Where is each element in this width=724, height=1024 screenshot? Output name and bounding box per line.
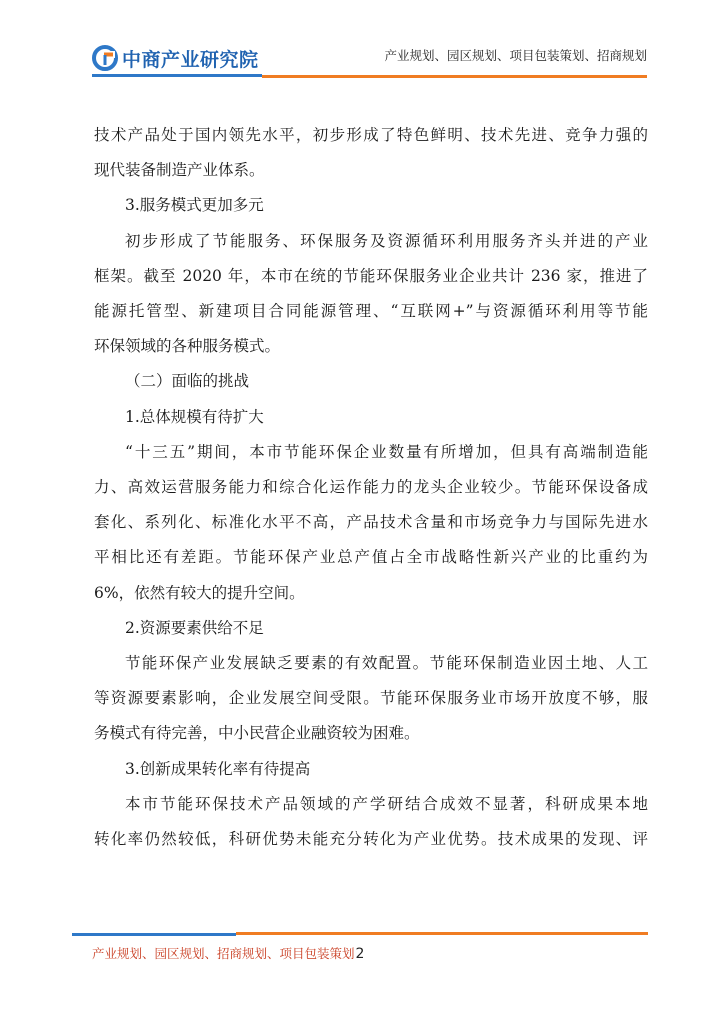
text-line: 力、高效运营服务能力和综合化运作能力的龙头企业较少。节能环保设备成 xyxy=(94,478,648,497)
subheading-innovation: 3.创新成果转化率有待提高 xyxy=(125,759,311,778)
text-line: 能源托管型、新建项目合同能源管理、“互联网+”与资源循环利用等节能 xyxy=(94,302,648,321)
text-line: 6%，依然有较大的提升空间。 xyxy=(94,583,305,602)
text-line: 框架。截至 2020 年，本市在统的节能环保服务业企业共计 236 家，推进了 xyxy=(94,266,648,285)
text-line: 套化、系列化、标准化水平不高，产品技术含量和市场竞争力与国际先进水 xyxy=(94,513,648,532)
subheading-resources: 2.资源要素供给不足 xyxy=(125,618,264,637)
company-logo xyxy=(92,44,259,72)
subheading-service-model: 3.服务模式更加多元 xyxy=(125,196,264,215)
text-line: 务模式有待完善，中小民营企业融资较为困难。 xyxy=(94,724,420,743)
header-divider-blue xyxy=(92,74,262,77)
text-line: 等资源要素影响，企业发展空间受限。节能环保服务业市场开放度不够，服 xyxy=(94,689,648,708)
text-line: 本市节能环保技术产品领域的产学研结合成效不显著，科研成果本地 xyxy=(125,794,648,813)
header-tagline: 产业规划、园区规划、项目包装策划、招商规划 xyxy=(384,48,647,63)
logo-mark-icon xyxy=(92,45,118,71)
footer-divider-orange xyxy=(236,932,648,935)
footer-divider-blue xyxy=(72,933,236,936)
text-line: 节能环保产业发展缺乏要素的有效配置。节能环保制造业因土地、人工 xyxy=(125,654,648,673)
text-line: 技术产品处于国内领先水平，初步形成了特色鲜明、技术先进、竞争力强的 xyxy=(94,126,648,144)
text-line: 现代装备制造产业体系。 xyxy=(94,161,265,180)
header-divider-orange xyxy=(262,75,647,78)
document-body xyxy=(94,118,648,857)
text-line: 平相比还有差距。节能环保产业总产值占全市战略性新兴产业的比重约为 xyxy=(94,548,648,567)
text-line: 初步形成了节能服务、环保服务及资源循环利用服务齐头并进的产业 xyxy=(125,231,648,250)
text-line: 转化率仍然较低，科研优势未能充分转化为产业优势。技术成果的发现、评 xyxy=(94,830,648,849)
text-line: 环保领域的各种服务模式。 xyxy=(94,337,281,356)
footer-text: 产业规划、园区规划、招商规划、项目包装策划 xyxy=(92,946,355,961)
text-line: “十三五”期间，本市节能环保企业数量有所增加，但具有高端制造能 xyxy=(125,442,648,461)
logo-text: 中商产业研究院 xyxy=(122,48,259,71)
section-heading-challenges: （二）面临的挑战 xyxy=(125,372,250,391)
page-number: 2 xyxy=(355,946,365,962)
page-footer xyxy=(92,944,364,962)
subheading-scale: 1.总体规模有待扩大 xyxy=(125,407,264,426)
page-header xyxy=(0,0,724,90)
